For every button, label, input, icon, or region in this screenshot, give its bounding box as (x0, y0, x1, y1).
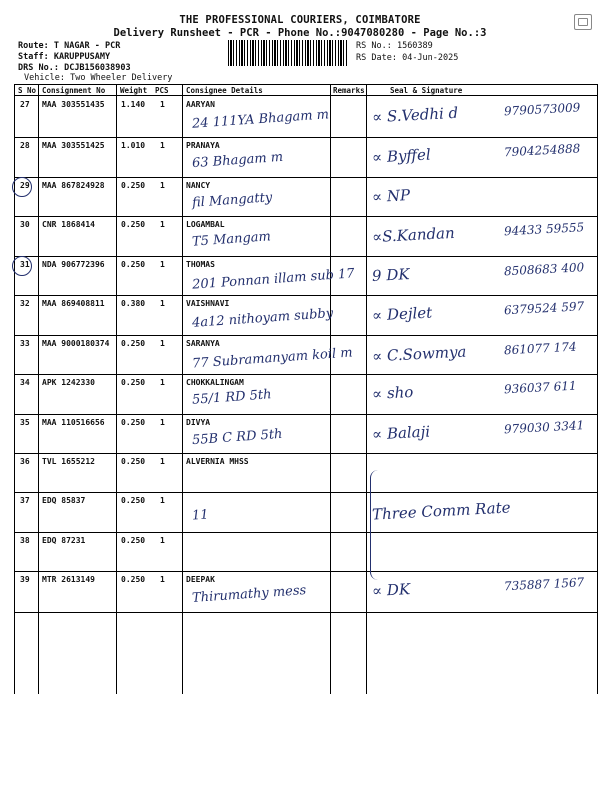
row-weight: 0.250 (121, 220, 146, 229)
row-divider (14, 571, 598, 572)
row-weight: 0.250 (121, 575, 146, 584)
row-divider (14, 453, 598, 454)
vehicle-value: Two Wheeler Delivery (70, 73, 173, 83)
row-sno: 28 (20, 141, 30, 150)
row-handwritten-phone (504, 181, 594, 186)
sno-circle-mark (12, 256, 32, 276)
row-consignee-name: AARYAN (186, 100, 215, 109)
row-pcs: 1 (160, 100, 165, 109)
row-consignee-name: DIVYA (186, 418, 211, 427)
row-weight: 1.140 (121, 100, 146, 109)
row-consignee-name: THOMAS (186, 260, 215, 269)
row-weight: 1.010 (121, 141, 146, 150)
row-handwritten-phone: 9790573009 (503, 100, 581, 119)
row-weight: 0.250 (121, 418, 146, 427)
row-consignment-no: NDA 906772396 (42, 260, 105, 269)
row-pcs: 1 (160, 457, 165, 466)
staff-value: KARUPPUSAMY (53, 52, 111, 62)
row-divider (14, 335, 598, 336)
row-handwritten-signature: ∝ sho (371, 382, 414, 404)
row-consignment-no: MAA 110516656 (42, 418, 105, 427)
row-pcs: 1 (160, 418, 165, 427)
row-consignment-no: MAA 9000180374 (42, 339, 110, 348)
col-header-consignee: Consignee Details (186, 86, 263, 95)
col-header-weight: Weight (120, 86, 148, 95)
row-handwritten-phone: 861077 174 (503, 339, 577, 358)
route-label: Route: (18, 41, 49, 51)
row-sno: 30 (20, 220, 30, 229)
row-handwritten-phone: 7904254888 (503, 141, 581, 160)
row-consignment-no: TVL 1655212 (42, 457, 95, 466)
document-subtitle: Delivery Runsheet - PCR - Phone No.:9047080280 - Page No.:3 (113, 27, 487, 39)
row-handwritten-address: fil Mangatty (191, 190, 273, 211)
rs-no-label: RS No.: (356, 41, 392, 51)
col-divider (116, 84, 117, 694)
row-handwritten-address: 11 (191, 507, 210, 524)
rs-date-value: 04-Jun-2025 (402, 53, 459, 63)
row-consignee-name: VAISHNAVI (186, 299, 230, 308)
row-handwritten-address: 4a12 nithoyam subby (191, 306, 334, 331)
drs-field (18, 63, 131, 73)
row-handwritten-signature: ∝ C.Sowmya (371, 342, 467, 366)
col-divider (38, 84, 39, 694)
row-consignment-no: EDQ 85837 (42, 496, 86, 505)
row-handwritten-phone: 979030 3341 (503, 418, 585, 437)
row-pcs: 1 (160, 575, 165, 584)
row-pcs: 1 (160, 141, 165, 150)
row-divider (14, 414, 598, 415)
row-handwritten-phone (504, 536, 594, 541)
vehicle-label: Vehicle: (24, 73, 65, 83)
route-value: T NAGAR - PCR (53, 41, 121, 51)
row-weight: 0.250 (121, 536, 146, 545)
col-divider (182, 84, 183, 694)
row-handwritten-signature: ∝S.Kandan (371, 223, 456, 247)
row-pcs: 1 (160, 220, 165, 229)
row-weight: 0.250 (121, 457, 146, 466)
row-handwritten-address: 24 111YA Bhagam m (191, 107, 330, 132)
col-divider (330, 84, 331, 694)
rs-date-label: RS Date: (356, 53, 397, 63)
row-consignee-name: NANCY (186, 181, 211, 190)
row-sno: 27 (20, 100, 30, 109)
runsheet-table (14, 84, 598, 85)
rs-no-value: 1560389 (396, 41, 433, 51)
row-divider (14, 295, 598, 296)
row-weight: 0.250 (121, 260, 146, 269)
row-consignment-no: CNR 1868414 (42, 220, 95, 229)
row-weight: 0.250 (121, 339, 146, 348)
row-handwritten-signature: ∝ S.Vedhi d (371, 103, 459, 127)
row-consignment-no: APK 1242330 (42, 378, 95, 387)
route-field (18, 41, 120, 51)
row-handwritten-address: 55/1 RD 5th (191, 387, 272, 408)
row-consignee-name: LOGAMBAL (186, 220, 225, 229)
vehicle-field (24, 73, 172, 83)
col-divider (14, 84, 15, 694)
row-consignee-name: DEEPAK (186, 575, 215, 584)
row-consignment-no: MAA 867824928 (42, 181, 105, 190)
row-divider (14, 374, 598, 375)
row-sno: 35 (20, 418, 30, 427)
row-sno: 36 (20, 457, 30, 466)
row-sno: 37 (20, 496, 30, 505)
row-pcs: 1 (160, 536, 165, 545)
sno-circle-mark (12, 177, 32, 197)
row-divider (14, 492, 598, 493)
staff-field (18, 52, 110, 62)
row-sno: 39 (20, 575, 30, 584)
row-weight: 0.380 (121, 299, 146, 308)
row-weight: 0.250 (121, 496, 146, 505)
col-header-consignment: Consignment No (42, 86, 106, 95)
drs-label: DRS No.: (18, 63, 59, 73)
row-handwritten-signature: ∝ NP (371, 186, 411, 206)
row-divider (14, 216, 598, 217)
col-header-remarks: Remarks (333, 86, 365, 95)
row-consignment-no: MAA 303551425 (42, 141, 105, 150)
row-divider (14, 612, 598, 613)
col-divider (597, 84, 598, 694)
row-pcs: 1 (160, 339, 165, 348)
row-sno: 34 (20, 378, 30, 387)
row-divider (14, 532, 598, 533)
row-handwritten-signature: ∝ Balaji (371, 422, 431, 444)
row-consignment-no: EDQ 87231 (42, 536, 86, 545)
row-handwritten-signature: ∝ DK (371, 580, 411, 600)
row-sno: 33 (20, 339, 30, 348)
row-sno: 38 (20, 536, 30, 545)
row-pcs: 1 (160, 181, 165, 190)
row-handwritten-phone: 735887 1567 (503, 575, 585, 594)
col-header-sno: S No (18, 86, 37, 95)
row-handwritten-phone: 936037 611 (503, 378, 577, 397)
row-weight: 0.250 (121, 181, 146, 190)
row-weight: 0.250 (121, 378, 146, 387)
row-handwritten-phone (504, 457, 594, 462)
row-divider (14, 137, 598, 138)
row-consignment-no: MTR 2613149 (42, 575, 95, 584)
row-handwritten-phone: 8508683 400 (503, 260, 585, 279)
row-pcs: 1 (160, 496, 165, 505)
staff-label: Staff: (18, 52, 49, 62)
col-header-seal: Seal & Signature (390, 86, 463, 95)
row-handwritten-address: 77 Subramanyam koil m (191, 345, 354, 372)
row-pcs: 1 (160, 299, 165, 308)
row-consignee-name: ALVERNIA MHSS (186, 457, 249, 466)
row-handwritten-signature: ∝ Dejlet (371, 303, 433, 325)
rs-no-field (356, 41, 433, 51)
row-handwritten-address: Thirumathy mess (191, 583, 307, 606)
row-sno: 29 (20, 181, 30, 190)
document-title: THE PROFESSIONAL COURIERS, COIMBATORE (179, 14, 421, 26)
drs-value: DCJB156038903 (64, 63, 131, 73)
row-sno: 31 (20, 260, 30, 269)
row-handwritten-address: 55B C RD 5th (191, 426, 283, 449)
row-handwritten-address: 63 Bhagam m (191, 149, 284, 172)
row-consignee-name: PRANAYA (186, 141, 220, 150)
rs-date-field (356, 53, 458, 63)
row-handwritten-address: T5 Mangam (191, 229, 272, 250)
row-handwritten-signature: 9 DK (371, 265, 410, 285)
barcode (228, 40, 348, 66)
row-handwritten-phone: 94433 59555 (503, 220, 585, 239)
row-handwritten-phone: 6379524 597 (503, 299, 585, 318)
row-divider (14, 177, 598, 178)
row-handwritten-signature: Three Comm Rate (371, 498, 511, 524)
col-header-pcs: PCS (155, 86, 169, 95)
row-handwritten-address: 201 Ponnan illam sub 17 (191, 266, 356, 293)
row-consignment-no: MAA 303551435 (42, 100, 105, 109)
row-pcs: 1 (160, 260, 165, 269)
row-divider (14, 256, 598, 257)
col-divider (366, 84, 367, 694)
bracket-mark (370, 470, 381, 580)
row-handwritten-signature: ∝ Byffel (371, 145, 432, 167)
row-consignment-no: MAA 869408811 (42, 299, 105, 308)
row-pcs: 1 (160, 378, 165, 387)
row-sno: 32 (20, 299, 30, 308)
row-consignee-name: CHOKKALINGAM (186, 378, 244, 387)
row-consignee-name: SARANYA (186, 339, 220, 348)
row-handwritten-phone (504, 496, 594, 501)
header-divider (14, 95, 598, 96)
